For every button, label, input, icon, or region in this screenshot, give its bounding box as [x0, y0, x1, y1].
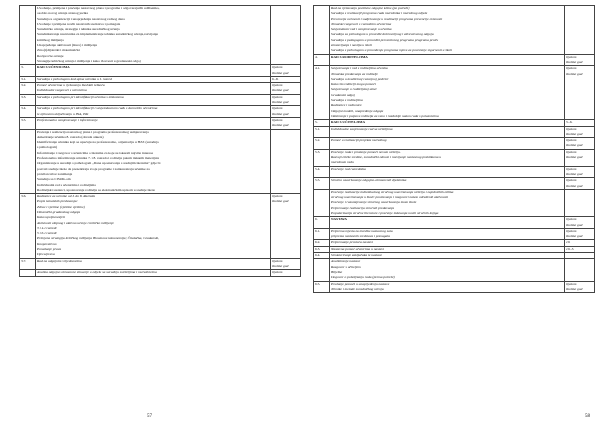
content-line: pozvali srednje škole da prezentiraju svoje programe i zainteresiraju učenike za [37, 166, 150, 171]
content-line: Odabranje i potpora roditelja za rano i razdoblje nakon rada s polaznicima [331, 113, 439, 118]
content-line: Djeca/prava [37, 252, 55, 257]
content-line: kritičkog mišljenja [37, 37, 64, 42]
content-line: Organiziranje u suradnji s psihologom „Dana upoznavanja s srednjim školama" gdje bi [37, 161, 161, 166]
row-timeframe [271, 270, 301, 276]
timeframe-line: tijekom [566, 149, 577, 154]
row-number [314, 189, 330, 216]
timeframe-line: tijekom [566, 126, 577, 131]
row-content [330, 54, 565, 66]
content-line: 3 i 4-i razredi [37, 225, 57, 230]
timeframe-line: tijekom [272, 270, 283, 275]
row-number: 5. [314, 120, 330, 126]
timeframe-line: školske god [272, 199, 289, 204]
content-line: Suradnja u kvalitetnoj razvojnoj podršci [331, 76, 389, 81]
timeframe-line: školske god [566, 234, 583, 239]
content-line: Praćenje i razumijevanje stručnog usavršavanja izvan škole [331, 200, 417, 205]
content-line: Suradnja sa psihologom u provedbi dobrovoljnog i zdravstvenog odgoja [331, 32, 434, 37]
row-number [20, 270, 36, 276]
row-timeframe [271, 117, 301, 129]
content-line: Rad na rješavanju pozitivne odgojne klime (po potrebi) [331, 6, 410, 10]
timeframe-line: školske god [566, 286, 583, 291]
content-line: Informiranje i razgovor s učenicima o školama za koje su iskazali najviše interesa [37, 150, 154, 155]
timeframe-line: tijekom [272, 106, 283, 111]
row-timeframe [271, 83, 301, 95]
content-line: stručnog usavršavanja u školi: poučavanja i razgovori nakon određenih aktivnosti [331, 195, 449, 200]
row-timeframe [565, 54, 595, 66]
row-timeframe [271, 194, 301, 259]
content-line: Pomoć u realizaciji projekta razrednog [331, 138, 387, 143]
row-number: 6.1. [314, 228, 330, 240]
timeframe-line: 6.-8. [272, 76, 279, 81]
content-line: Popis tematskih predavanja: [37, 199, 78, 204]
content-line: Ponašanje prava [37, 247, 62, 252]
row-number: 6.2. [314, 240, 330, 246]
content-line: Radionice za učenike od I. do 8. Razreda [37, 194, 96, 199]
row-timeframe [565, 66, 595, 120]
content-line: Praćenje i realizacija nastavnog plana i programa profesionalnog usmjeravanja [37, 129, 149, 134]
content-line: Priprema mjesta za izvedbu nastavnog sata [331, 228, 393, 233]
table-row [20, 106, 301, 118]
content-line: Popularizacija stručne literature i praćenje izdavanja novih stručnih knjiga [331, 210, 439, 215]
content-line: Strukturiranje zaključaka iz nastave [331, 253, 383, 258]
row-timeframe [565, 217, 595, 229]
content-line: Pripremanje realizacija stručnih predavanja [331, 205, 395, 210]
content-line: Bilješke [331, 269, 343, 274]
row-content [330, 259, 565, 281]
table-row [314, 6, 595, 55]
content-line: Zdrav i vještine (vještine vještine) [37, 204, 85, 209]
timeframe-line: školske god [566, 183, 583, 188]
table-row [314, 217, 595, 229]
timeframe-line: tijekom [566, 54, 577, 59]
row-content [330, 126, 565, 138]
row-timeframe [565, 166, 595, 178]
content-line: priprema nastavnih sredstava i pomagala [331, 234, 391, 239]
timeframe-line: školske god [566, 171, 583, 176]
content-line: Kako što roditelji mogu pomoći [331, 82, 376, 87]
table-row [314, 54, 595, 66]
row-number: 4.1. [314, 66, 330, 120]
content-line: Suradnja s realizacijI programa rada razrednika i razrednog odjela [331, 11, 428, 16]
row-content [36, 94, 271, 106]
content-line: Suradnja sa CISOK-om [37, 177, 71, 182]
row-number: 3.7. [20, 258, 36, 270]
timeframe-line: školske god [566, 59, 583, 64]
row-number: 5.3. [314, 149, 330, 166]
row-content [330, 178, 565, 190]
row-timeframe [565, 149, 595, 166]
row-number: 3.3. [20, 94, 36, 106]
row-content [36, 106, 271, 118]
row-number [20, 129, 36, 194]
content-line: Unaprjeđenje aktivnosti (šturo) i mišljenja [37, 43, 98, 48]
content-line: Tematska predavanja za roditelje [331, 71, 378, 76]
timeframe-line: školske god [272, 123, 289, 128]
timeframe-line: školske god [566, 155, 583, 160]
timeframe-line: tijekom [566, 281, 577, 286]
timeframe-line: 10.-5. [566, 246, 575, 251]
content-line: osobito novog učenja stranog jezika [37, 11, 89, 16]
row-content [36, 270, 271, 276]
content-line: Strategije kritičkog učenja i mišljenja i kako ih uvesti u gradaneski odgoj [37, 58, 141, 63]
table-row [20, 94, 301, 106]
row-content [36, 258, 271, 270]
plan-table-right [313, 5, 595, 293]
row-timeframe [565, 126, 595, 138]
content-line: RAD S UČITELJIMA [331, 120, 366, 125]
page-number-left: 57 [147, 414, 152, 419]
timeframe-line: tijekom [272, 65, 283, 70]
content-line: Tehnike i metode suradničkog učenja [331, 286, 384, 291]
row-number [314, 6, 330, 55]
content-line: Stručno usavršavanje odgojno-obrazovnih djelatnika [331, 178, 407, 183]
row-number: 3. [20, 65, 36, 77]
timeframe-line: školske god [566, 222, 583, 227]
table-row [314, 281, 595, 293]
row-timeframe [565, 6, 595, 55]
row-timeframe [565, 228, 595, 240]
table-row [314, 189, 595, 216]
timeframe-line: školske god [272, 111, 289, 116]
content-line: Praćenje rad razrednika [331, 166, 366, 171]
row-timeframe [271, 129, 301, 194]
timeframe-line: tijekom [566, 228, 577, 233]
row-content [330, 149, 565, 166]
timeframe-line: tijekom [566, 178, 577, 183]
content-line: Suradnja s roditeljima [331, 98, 363, 103]
content-line: Primjena strategija kritičkog mišljenja Bloomova taksonomija; Čitalačka, Gradanski, [37, 236, 160, 241]
row-number [314, 259, 330, 281]
table-row [314, 138, 595, 150]
content-line: Pružanje pomoći u unaprjeđenju nastave [331, 281, 390, 286]
row-number: 5.2. [314, 138, 330, 150]
content-line: Profesionalno usmjeravanje i informiranje [37, 117, 98, 122]
content-line: Savjetodavni rad i usmjeravanje u učenika [331, 27, 392, 32]
content-line: Individualni razgovori s učenicima [37, 88, 87, 93]
table-row [314, 228, 595, 240]
content-line: Savjetovanje o roditeljskoj ulozi [331, 87, 377, 92]
content-line: Kooperativno [37, 241, 57, 246]
row-timeframe [565, 178, 595, 190]
content-line: Analiziranje nastave [331, 259, 361, 264]
content-line: Nastavna pomoć učenicima u nastavi [331, 246, 384, 251]
row-content [330, 189, 565, 216]
row-content [330, 138, 565, 150]
content-line: RAD S UČENICIMA [37, 65, 70, 70]
content-line: Zrno(i)dijaloški i matematički [37, 48, 80, 53]
content-line: Suradnja s psihologom u provođenju programa mjera za povećanje sigurnosti u školi [331, 48, 453, 53]
content-line: RAD S RODITELJIMA [331, 54, 368, 59]
row-timeframe [271, 94, 301, 106]
row-number: 3.6. [20, 194, 36, 259]
timeframe-line: školske god [272, 70, 289, 75]
row-timeframe [271, 106, 301, 118]
content-line: Odgojni modeli, unapređenje odgoja [331, 108, 384, 113]
table-row [20, 270, 301, 276]
row-number: 3.4. [20, 106, 36, 118]
row-number: 4. [314, 54, 330, 66]
timeframe-line: tijekom [566, 138, 577, 143]
timeframe-line: školske god [272, 88, 289, 93]
row-number: 6.3. [314, 246, 330, 252]
content-line: Individualne savjetovanje rad sa učiteljima [331, 126, 393, 131]
content-line: 5 i 6-i razredi [37, 231, 57, 236]
row-content [330, 166, 565, 178]
row-content [36, 6, 271, 65]
timeframe-line: tijekom [566, 217, 577, 222]
content-line: Uvođenje i primjena novih nastavnih sredstava i pomagala [37, 21, 121, 26]
content-line: Suradnja s psihologom pri identifikaciji i savjetodavnom radu s darovitim učenicima [37, 106, 158, 111]
table-row [20, 65, 301, 77]
content-line: Gradanski odgoj [331, 92, 355, 97]
content-line: te njihovom uključivanju u INA, ISK [37, 111, 89, 116]
row-content [330, 217, 565, 229]
content-line: Radionice i radionice [331, 103, 362, 108]
row-timeframe [565, 189, 595, 216]
content-line: Pomoć učenicima u rješavanju školskih teškoća [37, 83, 105, 88]
row-number: 3.5. [20, 117, 36, 129]
row-number: 3.1. [20, 76, 36, 82]
content-line: zlostavljanja i nasilja u školi [331, 43, 372, 48]
content-line: Analiza odgojno obrazovne situacije u odjelu sa suradnju sučiteljima i razrednicima [37, 270, 157, 275]
content-line: Savjetovanja i rad s roditeljima učenika [331, 66, 388, 71]
table-row [314, 166, 595, 178]
timeframe-line: školske god [566, 71, 583, 76]
row-number: 6.4. [314, 253, 330, 259]
row-content [330, 66, 565, 120]
row-number: 6.5. [314, 281, 330, 293]
content-line: NASTAVA [331, 217, 347, 222]
table-row [20, 83, 301, 95]
content-line: Identificiranje učenika koji se upućuju na profesionalno, orijentaciju u HZZ (suradnja [37, 140, 159, 145]
table-row [314, 126, 595, 138]
row-timeframe [565, 281, 595, 293]
row-number: 5.4. [314, 166, 330, 178]
table-row [314, 66, 595, 120]
table-row [314, 178, 595, 190]
content-line: Uvođenje, primjena i praćenje nastavnog plana i programa i odgovarajućih udžbenika, [37, 6, 160, 10]
content-line: Praćenje rada i pružanje pomoći novom učitelju. [331, 149, 401, 154]
timeframe-line: tijekom [272, 83, 283, 88]
row-content [36, 65, 271, 77]
row-number: 6. [314, 217, 330, 229]
table-row [20, 194, 301, 259]
content-line: Profesionalno informiranje učenika 7. i 8. razreda i roditelja putem tiskanih materijala [37, 156, 160, 161]
content-line: Dinamički gradanskog odgoja [37, 209, 81, 214]
row-number: 5.1. [314, 126, 330, 138]
content-line: Individualni rad s učenicima i roditeljima [37, 182, 96, 187]
content-line: Anketiranje učenika 8. razreda (obrada anketa) [37, 134, 104, 139]
timeframe-line: 5.-6. [566, 120, 573, 125]
row-timeframe [271, 6, 301, 65]
row-content [36, 129, 271, 194]
content-line: Recipročno učenje [37, 53, 64, 58]
table-row [20, 129, 301, 194]
content-line: Dogovor o poboljšanju rada (prema potrebi) [331, 275, 395, 280]
timeframe-line: školske god [272, 100, 289, 105]
table-row [314, 259, 595, 281]
timeframe-line: tijekom [272, 117, 283, 122]
row-content [330, 281, 565, 293]
content-line: Suradnja s psihologom pri identifikaciji učenika s teškoćama [37, 94, 124, 99]
row-number: 5.5. [314, 178, 330, 190]
row-content [36, 194, 271, 259]
table-row [20, 258, 301, 270]
content-line: Suradnja s psihologom kod upisa učenika u I. razred [37, 76, 112, 81]
plan-table-left [19, 5, 301, 277]
timeframe-line: školske god [272, 263, 289, 268]
content-line: razrednom radu [331, 160, 354, 165]
content-line: Suradničko učenje, strategije i tehnike suradničkog učenja [37, 27, 120, 32]
content-line: Razvoji etičke sredine, suradnički odnosi i razvijanje nastavnog praktikuma u [331, 155, 442, 160]
timeframe-line: tijekom [272, 258, 283, 263]
content-line: Praćenje realizacije individualnog stručnog usavršavanja učitelja i zajedničkih oblika [331, 189, 454, 194]
content-line: Kako upoljnosoljeti [37, 215, 65, 220]
timeframe-line: tijekom [272, 194, 283, 199]
row-content [36, 83, 271, 95]
row-content [36, 117, 271, 129]
timeframe-line: školske god [566, 131, 583, 136]
row-timeframe [565, 259, 595, 281]
table-row [20, 117, 301, 129]
content-line: s psihologom) [37, 145, 58, 150]
content-line: Aktivnosti ekipnog i aktivno učenje i kritičko mišljenje [37, 220, 114, 225]
timeframe-line: tijekom [566, 166, 577, 171]
table-row [20, 6, 301, 65]
content-line: Suradnja s pedagogom u provedbi preventivnog programa programa protiv [331, 37, 439, 42]
table-row [314, 149, 595, 166]
timeframe-line: tijekom [272, 94, 283, 99]
content-line: Tematski razgovori s razrednim učenicima [331, 21, 392, 26]
row-content [330, 6, 565, 55]
row-timeframe [565, 138, 595, 150]
row-number: 3.2. [20, 83, 36, 95]
content-line: Suradnja u organizaciji i unaprjeđenju nastavnog radnog dana [37, 16, 125, 21]
row-timeframe [271, 65, 301, 77]
content-line: Roditeljski sastanci, upoznavanje roditelja sa elektroničkim upisom u srednje škole [37, 187, 156, 192]
row-number [20, 6, 36, 65]
page-number-right: 58 [585, 414, 590, 419]
row-content [330, 228, 565, 240]
row-timeframe [271, 258, 301, 270]
timeframe-line: tijekom [566, 66, 577, 71]
content-line: Razgovor s učiteljem [331, 264, 361, 269]
content-line: Rad na odgojnim vrijednostima [37, 258, 82, 263]
content-line: Suradnikstranje nastavnika za implementiranje tehnika suradničkog učenja,razvijanje [37, 32, 159, 37]
timeframe-line: 10. [566, 240, 571, 245]
timeframe-line: školske god [566, 143, 583, 148]
content-line: pravilan izbor zanimanja [37, 171, 73, 176]
content-line: Prevencija ovisnosti i sudjelovanje u realizaciji programa prevencije ovisnosti [331, 16, 443, 21]
content-line: Pripremanje prostora nastavi [331, 240, 373, 245]
